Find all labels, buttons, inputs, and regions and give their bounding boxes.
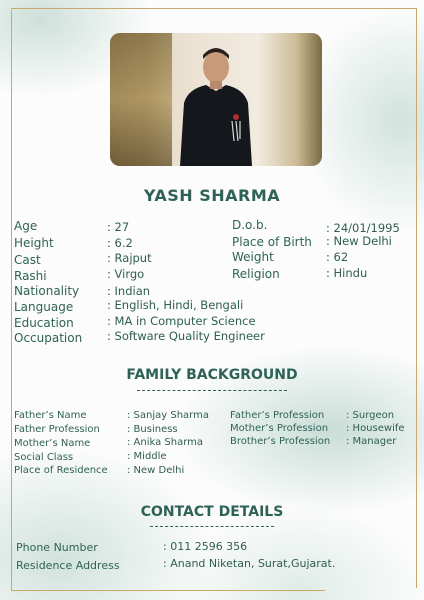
occupation-value: : Software Quality Engineer xyxy=(107,329,265,343)
fathers-name-label: Father’s Name xyxy=(14,410,87,421)
religion-label: Religion xyxy=(232,267,280,281)
cast-label: Cast xyxy=(14,253,41,267)
fathers-name-value: : Sanjay Sharma xyxy=(127,410,209,421)
cast-value: : Rajput xyxy=(107,251,152,265)
nationality-value: : Indian xyxy=(107,284,151,298)
height-label: Height xyxy=(14,236,54,250)
mothers-profession-label: Mother’s Profession xyxy=(230,423,329,434)
place-of-residence-value: : New Delhi xyxy=(127,465,185,476)
dob-label: D.o.b. xyxy=(232,218,268,232)
family-background-heading: FAMILY BACKGROUND xyxy=(126,367,298,383)
nationality-label: Nationality xyxy=(14,284,80,298)
father-profession-value: : Business xyxy=(127,424,178,435)
contact-details-heading: CONTACT DETAILS xyxy=(140,504,284,520)
place-of-residence-label: Place of Residence xyxy=(14,465,108,476)
residence-address-label: Residence Address xyxy=(16,559,120,572)
height-value: : 6.2 xyxy=(107,236,133,250)
mothers-profession-value: : Housewife xyxy=(346,423,405,434)
candidate-name: YASH SHARMA xyxy=(143,186,281,205)
brothers-profession-value: : Manager xyxy=(346,436,397,447)
religion-value: : Hindu xyxy=(326,266,368,280)
phone-number-label: Phone Number xyxy=(16,541,98,554)
contact-heading-divider xyxy=(150,526,274,527)
photo-background-frame xyxy=(110,33,172,166)
language-label: Language xyxy=(14,300,74,314)
language-value: : English, Hindi, Bengali xyxy=(107,298,244,312)
age-label: Age xyxy=(14,219,38,233)
phone-number-value: : 011 2596 356 xyxy=(163,540,248,553)
fathers-profession-label: Father’s Profession xyxy=(230,410,325,421)
weight-value: : 62 xyxy=(326,250,349,264)
residence-address-value: : Anand Niketan, Surat,Gujarat. xyxy=(163,557,336,570)
gold-frame-left xyxy=(11,10,12,590)
father-profession-label: Father Profession xyxy=(14,424,100,435)
rashi-label: Rashi xyxy=(14,269,47,283)
fathers-profession-value: : Surgeon xyxy=(346,410,395,421)
mothers-name-label: Mother’s Name xyxy=(14,438,91,449)
gold-frame-right xyxy=(416,8,417,588)
gold-frame-top xyxy=(11,8,417,9)
gold-frame-bottom xyxy=(11,590,325,591)
family-heading-divider xyxy=(137,390,287,391)
place-of-birth-value: : New Delhi xyxy=(326,234,392,248)
social-class-value: : Middle xyxy=(127,451,167,462)
profile-photo xyxy=(110,33,322,166)
age-value: : 27 xyxy=(107,220,130,234)
occupation-label: Occupation xyxy=(14,331,83,345)
rashi-value: : Virgo xyxy=(107,267,145,281)
dob-value: : 24/01/1995 xyxy=(326,221,400,235)
brothers-profession-label: Brother’s Profession xyxy=(230,436,331,447)
person-silhouette xyxy=(170,45,262,166)
weight-label: Weight xyxy=(232,250,274,264)
place-of-birth-label: Place of Birth xyxy=(232,235,312,249)
mothers-name-value: : Anika Sharma xyxy=(127,437,204,448)
social-class-label: Social Class xyxy=(14,452,74,463)
education-value: : MA in Computer Science xyxy=(107,314,256,328)
education-label: Education xyxy=(14,316,74,330)
